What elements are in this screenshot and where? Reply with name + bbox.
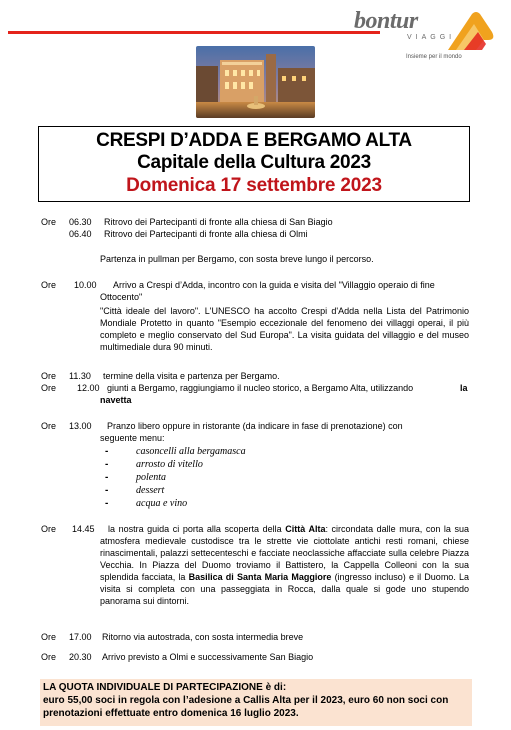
program-text-bold: navetta — [100, 395, 132, 405]
program-text: Pranzo libero oppure in ristorante (da indicare in fase di prenotazione) con — [107, 421, 403, 431]
program-time: 06.30 — [69, 217, 92, 227]
program-time: 13.00 — [69, 421, 92, 431]
program-text: Arrivo a Crespi d’Adda, incontro con la guida e visita del "Villaggio operaio di fine — [113, 280, 435, 290]
program-time: 11.30 — [69, 371, 91, 381]
program-text: seguente menu: — [100, 433, 165, 443]
program-text: giunti a Bergamo, raggiungiamo il nucleo storico, a Bergamo Alta, utilizzando — [107, 383, 414, 393]
quota-heading: LA QUOTA INDIVIDUALE DI PARTECIPAZIONE è di: — [43, 682, 287, 693]
program-ore-label: Ore — [41, 652, 57, 662]
title-subtitle: Capitale della Cultura 2023 — [137, 152, 371, 173]
menu-item: acqua e vino — [136, 498, 188, 509]
program-text: Partenza in pullman per Bergamo, con sosta breve lungo il percorso. — [100, 254, 374, 264]
program-time: 20.30 — [69, 652, 92, 662]
program-time: 14.45 — [72, 524, 95, 534]
logo-swoosh-icon — [442, 10, 498, 52]
menu-item: dessert — [136, 485, 165, 496]
program-text: (ingresso incluso) e il Duomo. La visita si completa con una passeggiata in Rocca, dalla quale si gode uno stupendo panorama sui dintorni. — [100, 572, 470, 606]
program-text: Ritrovo dei Partecipanti di fronte alla chiesa di San Biagio — [104, 217, 333, 227]
program-text: Ritorno via autostrada, con sosta intermedia breve — [102, 632, 304, 642]
program-paragraph-citta-alta — [100, 523, 469, 607]
program-ore-label: Ore — [41, 383, 57, 393]
program-time: 17.00 — [69, 632, 92, 642]
program-text-bold: Città Alta — [285, 524, 326, 534]
program-text: Ottocento" — [100, 292, 143, 302]
program-ore-label: Ore — [41, 421, 57, 431]
title-destination: CRESPI D’ADDA E BERGAMO ALTA — [96, 130, 412, 151]
menu-item: casoncelli alla bergamasca — [136, 446, 246, 457]
menu-dash: - — [105, 472, 109, 483]
program-ore-label: Ore — [41, 632, 57, 642]
program-text: Arrivo previsto a Olmi e successivamente San Biagio — [102, 652, 314, 662]
program-time: 10.00 — [74, 280, 97, 290]
program-ore-label: Ore — [41, 371, 57, 381]
program-time: 06.40 — [69, 229, 92, 239]
program-text: la nostra guida ci porta alla scoperta della — [108, 524, 282, 534]
program-time: 12.00 — [77, 383, 100, 393]
menu-item: polenta — [136, 472, 166, 483]
bontur-logo — [352, 8, 504, 58]
header-red-line — [8, 31, 380, 34]
logo-wordmark: bontur — [354, 8, 418, 34]
menu-dash: - — [105, 459, 109, 470]
menu-dash: - — [105, 446, 109, 457]
program-ore-label: Ore — [41, 217, 57, 227]
program-text-bold: Basilica di Santa Maria Maggiore — [188, 572, 332, 582]
program-paragraph-crespi: "Città ideale del lavoro". L'UNESCO ha accolto Crespi d'Adda nella Lista del Patrimonio Mondiale Protetto in quanto "Esempio eccezionale del fenomeno dei villaggi operai, il più completo e meglio conservato del Sud Europa". La visita guidata del villaggio e del museo multimediale dura 90 minuti. — [100, 306, 469, 352]
menu-dash: - — [105, 498, 109, 509]
program-text: termine della visita e partenza per Bergamo. — [103, 371, 280, 381]
quota-box — [40, 679, 472, 726]
program-text: Ritrovo dei Partecipanti di fronte alla chiesa di Olmi — [104, 229, 308, 239]
program-ore-label: Ore — [41, 524, 57, 534]
program-text: : circondata dalle mura, con la sua atmosfera medievale custodisce tra le strette vie ciottolate antichi resti romani, chiese rinascimentali, palazzi settecenteschi e facciate neoclassiche affacciate sulla celebre Piazza Vecchia. In Piazza del Duomo troviamo il Battistero, la Cappella Colleoni con la sua splendida facciata, la — [100, 524, 469, 582]
program-text-bold: la — [460, 383, 468, 393]
title-box — [38, 126, 470, 202]
quota-text: euro 55,00 soci in regola con l’adesione a Callis Alta per il 2023, euro 60 non soci con prenotazioni effettuate entro domenica 16 luglio 2023. — [43, 695, 449, 719]
menu-dash: - — [105, 485, 109, 496]
bergamo-piazza-photo — [196, 46, 315, 118]
menu-item: arrosto di vitello — [136, 459, 203, 470]
logo-tagline: Insieme per il mondo — [406, 54, 462, 60]
program-ore-label: Ore — [41, 280, 57, 290]
title-date: Domenica 17 settembre 2023 — [126, 175, 382, 196]
logo-subtitle: VIAGGI — [407, 34, 456, 41]
